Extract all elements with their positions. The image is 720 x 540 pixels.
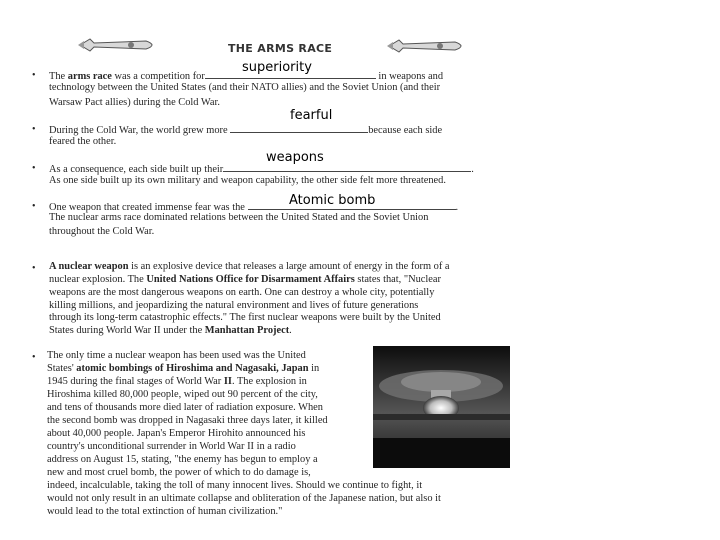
paragraph-6-line-1: The only time a nuclear weapon has been used was the United	[47, 350, 306, 361]
paragraph-1-line-3: Warsaw Pact allies) during the Cold War.	[49, 97, 220, 108]
bullet-icon: •	[32, 124, 36, 135]
paragraph-6-line-9: address on August 15, stating, "the enemy has begun to employ a	[47, 454, 318, 465]
answer-superiority: superiority	[242, 60, 312, 75]
paragraph-6-line-8: country's unconditional surrender in World War II in a radio	[47, 441, 296, 452]
paragraph-4-line-3: throughout the Cold War.	[49, 226, 155, 237]
paragraph-6-line-5: and tens of thousands more died later of radiation exposure. When	[47, 402, 323, 413]
bullet-icon: •	[32, 163, 36, 174]
paragraph-5-line-5: through its long-term catastrophic effects." The first nuclear weapons were built by the United	[49, 312, 441, 323]
mushroom-cloud-photo	[373, 346, 510, 468]
paragraph-5-line-1: A nuclear weapon is an explosive device that releases a large amount of energy in the form of a	[49, 261, 450, 272]
bullet-icon: •	[32, 70, 36, 81]
paragraph-5-line-4: killing millions, and jeopardizing the natural environment and lives of future generations	[49, 300, 419, 311]
answer-fearful: fearful	[290, 108, 333, 123]
rocket-icon	[385, 36, 469, 56]
paragraph-2-line-1: During the Cold War, the world grew more because each side	[49, 125, 443, 136]
paragraph-6-line-2: States' atomic bombings of Hiroshima and Nagasaki, Japan in	[47, 363, 320, 374]
paragraph-3-line-2: As one side built up its own military and weapon capability, the other side felt more threatened.	[49, 175, 446, 186]
mushroom-cloud-icon	[373, 346, 510, 468]
paragraph-1-line-1: The arms race was a competition for in weapons and	[49, 71, 444, 82]
paragraph-3-line-1: As a consequence, each side built up their .	[49, 164, 474, 175]
blank-3[interactable]	[223, 162, 471, 172]
paragraph-4-line-2: The nuclear arms race dominated relations between the United Stated and the Soviet Union	[49, 212, 429, 223]
paragraph-5-line-2: nuclear explosion. The United Nations Office for Disarmament Affairs states that, "Nuclear	[49, 274, 441, 285]
blank-2[interactable]	[230, 123, 368, 133]
paragraph-5-line-6: States during World War II under the Manhattan Project.	[49, 325, 292, 336]
paragraph-6-line-10: new and most cruel bomb, the power of which to do damage is,	[47, 467, 311, 478]
paragraph-5-line-3: weapons are the most dangerous weapons on earth. One can destroy a whole city, potentially	[49, 287, 435, 298]
paragraph-6-line-7: about 40,000 people. Japan's Emperor Hirohito announced his	[47, 428, 306, 439]
paragraph-6-line-3: 1945 during the final stages of World War II. The explosion in	[47, 376, 307, 387]
paragraph-6-line-11: indeed, incalculable, taking the toll of many innocent lives. Should we continue to fight, it	[47, 480, 423, 491]
paragraph-6-line-13: would lead to the total extinction of human civilization."	[47, 506, 283, 517]
paragraph-6-line-6: the second bomb was dropped in Nagasaki three days later, it killed	[47, 415, 328, 426]
answer-atomic-bomb: Atomic bomb	[289, 193, 376, 208]
paragraph-4-line-1: One weapon that created immense fear was the .	[49, 202, 459, 213]
bullet-icon: •	[32, 352, 36, 363]
answer-weapons: weapons	[266, 150, 324, 165]
bullet-icon: •	[32, 201, 36, 212]
paragraph-6-line-4: Hiroshima killed 80,000 people, wiped out 90 percent of the city,	[47, 389, 318, 400]
page-title: THE ARMS RACE	[228, 42, 333, 55]
rocket-icon	[76, 35, 160, 55]
paragraph-1-line-2: technology between the United States (and their NATO allies) and the Soviet Union (and their	[49, 82, 441, 93]
paragraph-6-line-12: would not only result in an ultimate collapse and obliteration of the Japanese nation, but also it	[47, 493, 441, 504]
bullet-icon: •	[32, 263, 36, 274]
paragraph-2-line-2: feared the other.	[49, 136, 117, 147]
